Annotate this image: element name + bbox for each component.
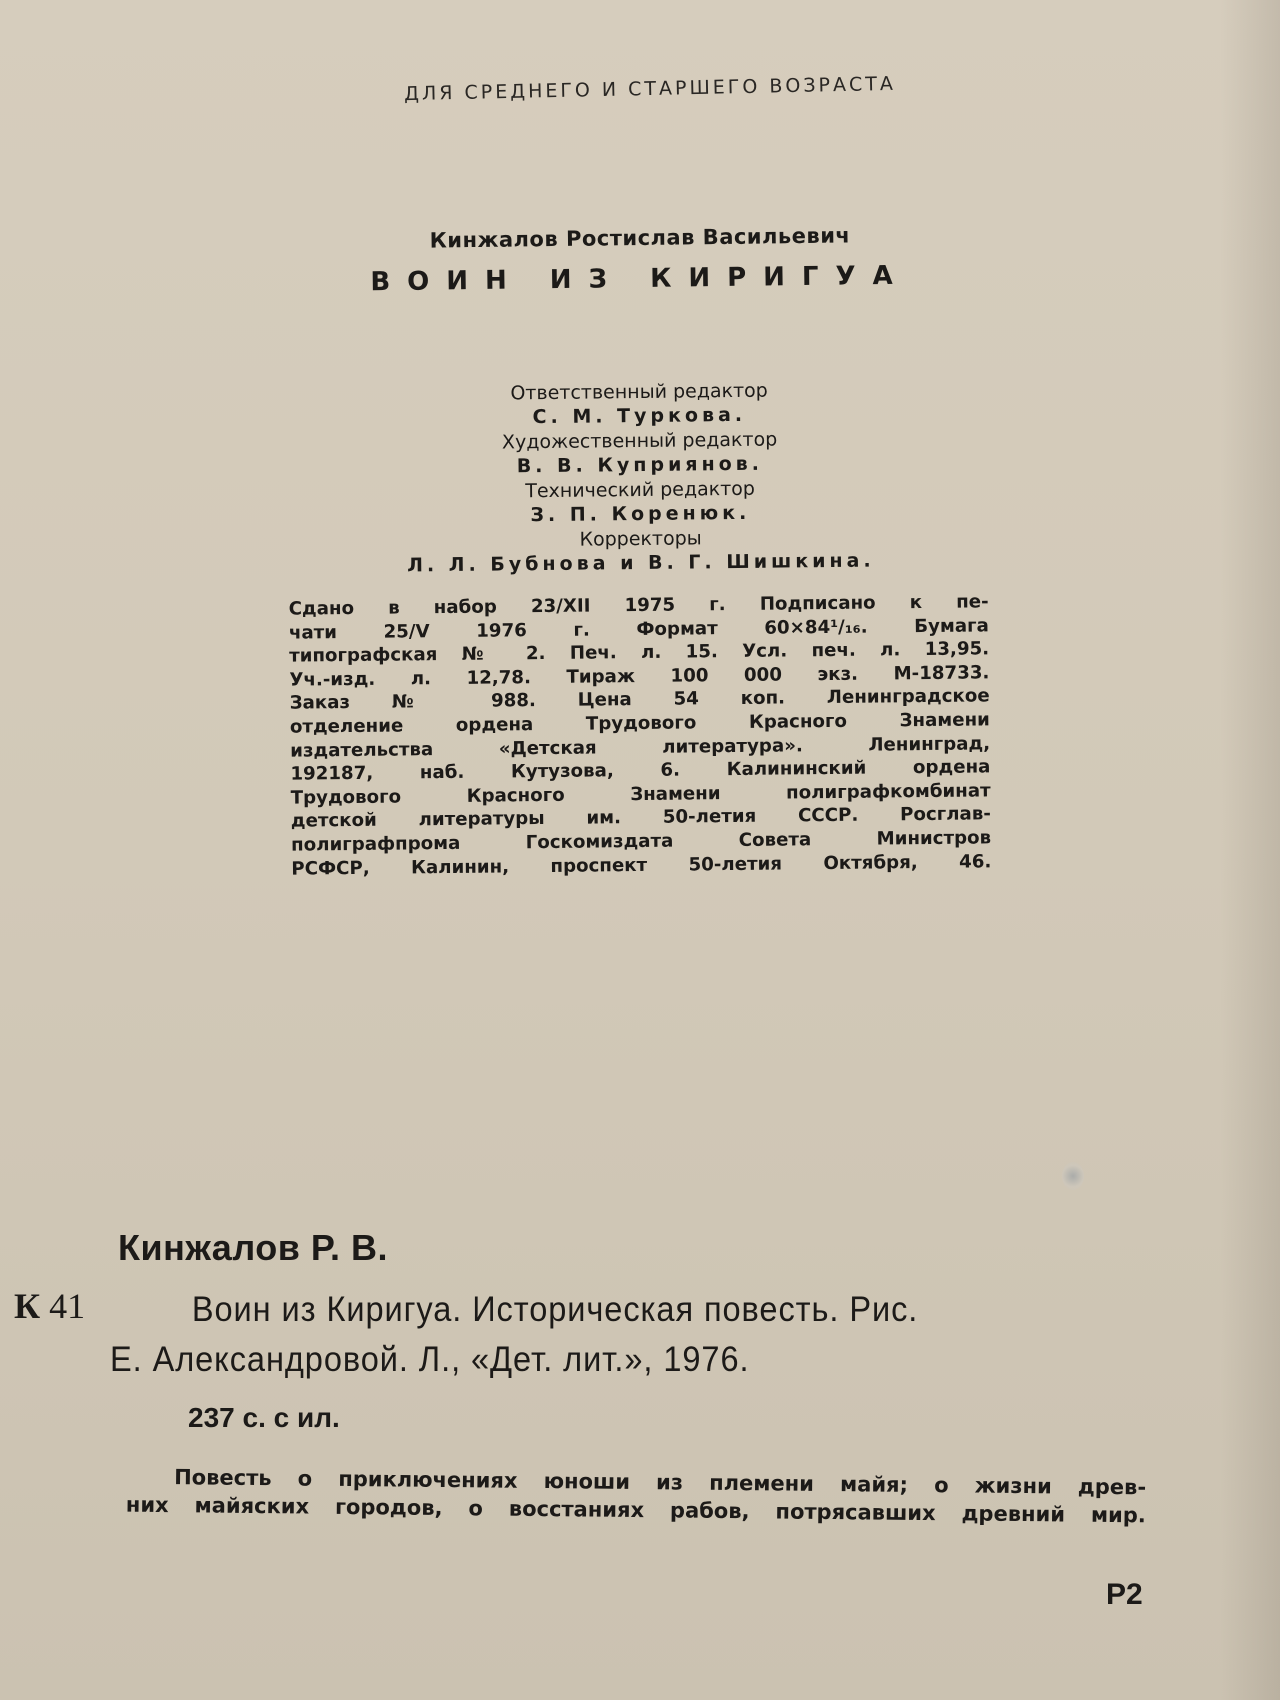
imprint-line: 192187, наб. Кутузова, 6. Калининский ордена [290, 756, 991, 785]
catalog-code-letter: К [14, 1286, 41, 1326]
imprint-line: Сдано в набор 23/XII 1975 г. Подписано к пе- [288, 591, 989, 620]
imprint-line: чати 25/V 1976 г. Формат 60×84¹/₁₆. Бумага [288, 614, 989, 644]
book-title: ВОИН ИЗ КИРИГУА [370, 260, 910, 298]
imprint-line: полиграфпрома Госкомиздата Совета Министров [291, 827, 992, 856]
paper-speck [1062, 1162, 1084, 1190]
imprint-line: издательства «Детская литература». Ленинград, [290, 732, 991, 762]
annotation-line: Повесть о приключениях юноши из племени майя; о жизни древ- [174, 1465, 1147, 1500]
imprint-line: РСФСР, Калинин, проспект 50-летия Октября, 46. [291, 850, 992, 880]
imprint-line: Заказ № 988. Цена 54 коп. Ленинградское [289, 685, 990, 715]
credit-role: Технический редактор [525, 477, 756, 503]
catalog-card-author: Кинжалов Р. В. [118, 1227, 388, 1268]
credit-name: С. М. Туркова. [532, 403, 747, 429]
imprint-line: типографская № 2. Печ. л. 15. Усл. печ. л. 13,95. [289, 638, 990, 667]
imprint-block [289, 590, 992, 880]
page-count: 237 с. с ил. [188, 1402, 340, 1433]
imprint-line: Уч.-изд. л. 12,78. Тираж 100 000 экз. М-18733. [289, 662, 990, 691]
annotation [126, 1463, 1147, 1530]
age-group-label: ДЛЯ СРЕДНЕГО И СТАРШЕГО ВОЗРАСТА [403, 72, 897, 106]
catalog-description-line: Е. Александровой. Л., «Дет. лит.», 1976. [110, 1340, 750, 1379]
imprint-line: Трудового Красного Знамени полиграфкомбинат [290, 780, 991, 809]
imprint-line: детской литературы им. 50-летия СССР. Росглав- [290, 803, 991, 833]
classification-code: Р2 [1106, 1578, 1143, 1611]
catalog-code-number: 41 [49, 1286, 86, 1326]
catalog-description [110, 1285, 1077, 1385]
imprint-line: отделение ордена Трудового Красного Знамени [289, 709, 990, 738]
credit-role: Ответственный редактор [510, 379, 768, 405]
editorial-credits [299, 376, 981, 579]
credit-role: Корректоры [579, 527, 702, 551]
credit-name: В. В. Куприянов. [516, 452, 764, 478]
page-shadow [1220, 0, 1280, 1700]
credit-name: Л. Л. Бубнова и В. Г. Шишкина. [407, 549, 875, 577]
author-full-name: Кинжалов Ростислав Васильевич [429, 223, 851, 253]
annotation-line: них майяских городов, о восстаниях рабов, потрясавших древний мир. [125, 1492, 1146, 1528]
credit-role: Художественный редактор [501, 428, 778, 454]
catalog-description-line: Воин из Киригуа. Историческая повесть. Рис. [191, 1290, 919, 1329]
credit-name: З. П. Коренюк. [530, 501, 751, 527]
catalog-code [14, 1285, 85, 1327]
